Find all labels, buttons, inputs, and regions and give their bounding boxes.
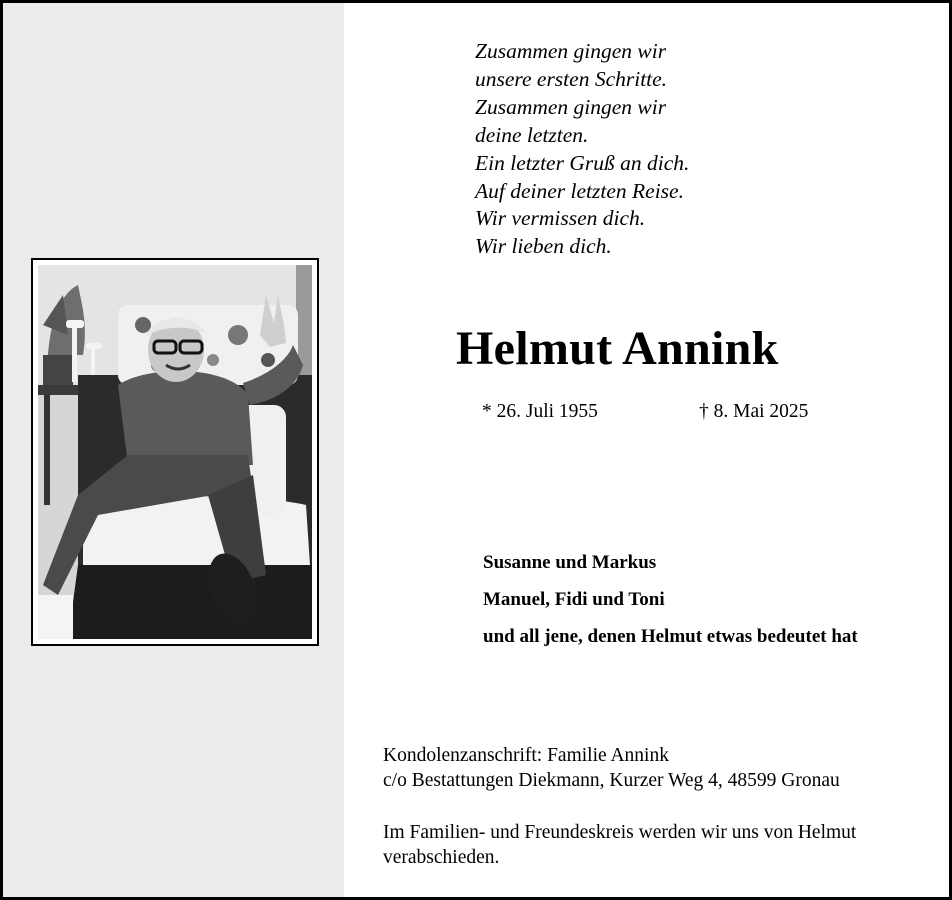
portrait-photo-image [38,265,312,639]
condolence-line: Kondolenzanschrift: Familie Annink [383,745,669,766]
condolence-line: c/o Bestattungen Diekmann, Kurzer Weg 4, 48599 Gronau [383,770,840,791]
poem-line: deine letzten. [475,122,589,147]
mourners-list [483,544,858,655]
poem-line: Ein letzter Gruß an dich. [475,150,690,175]
condolence-address [383,743,840,793]
poem-line: Auf deiner letzten Reise. [475,178,684,203]
mourner-line: und all jene, denen Helmut etwas bedeutet hat [483,626,858,647]
poem-line: Wir lieben dich. [475,234,612,259]
memorial-poem [475,38,689,261]
farewell-notice: Im Familien- und Freundeskreis werden wir uns von Helmut verabschieden. [383,822,857,868]
portrait-photo-frame [31,258,319,646]
death-date: † 8. Mai 2025 [699,401,809,422]
portrait-photo [38,265,312,639]
poem-line: Zusammen gingen wir [475,39,667,63]
poem-line: unsere ersten Schritte. [475,66,668,91]
mourner-line: Susanne und Markus [483,552,657,573]
poem-line: Zusammen gingen wir [475,94,667,119]
deceased-name: Helmut Annink [456,322,779,375]
poem-line: Wir vermissen dich. [475,206,646,231]
mourner-line: Manuel, Fidi und Toni [483,589,665,610]
birth-date: * 26. Juli 1955 [482,401,598,422]
